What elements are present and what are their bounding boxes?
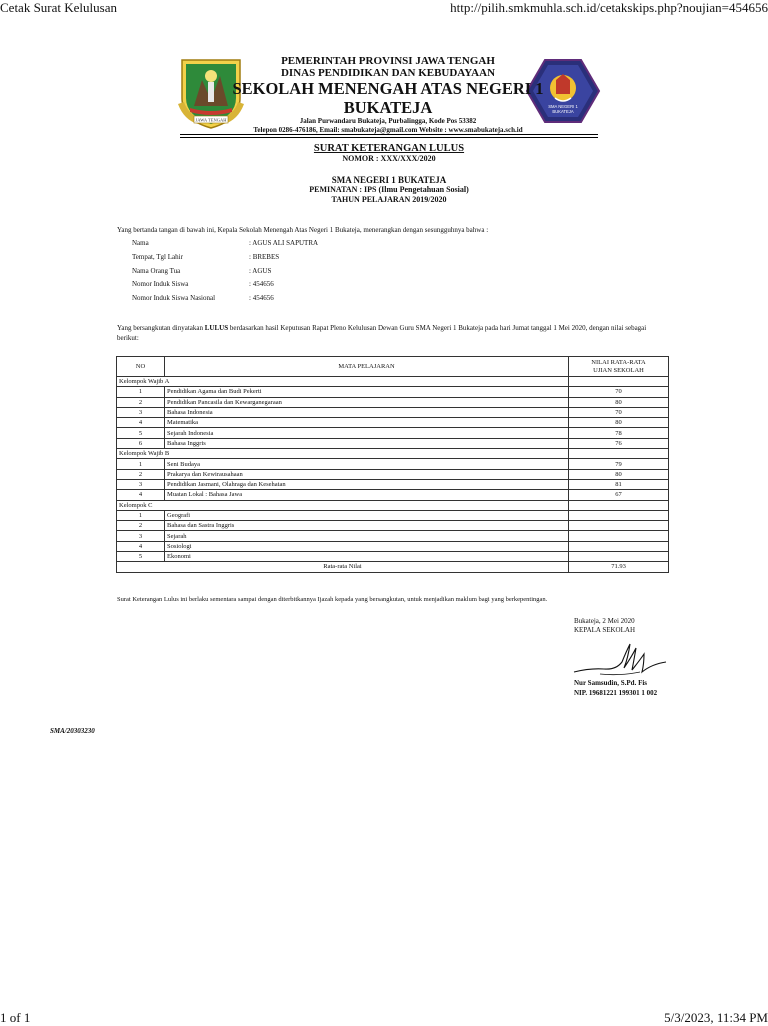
identity-value: : BREBES: [249, 252, 280, 261]
table-row: [117, 552, 669, 562]
intro-text: Yang bertanda tangan di bawah ini, Kepala Sekolah Menengah Atas Negeri 1 Bukateja, menerangkan dengan sesungguhnya bahwa :: [117, 226, 489, 234]
signer-name: Nur Samsudin, S.Pd. Fis: [574, 679, 648, 687]
document-title-block: [180, 143, 598, 163]
crest-text-bottom: BUKATEJA: [552, 109, 574, 114]
place-date: Bukateja, 2 Mei 2020: [574, 617, 635, 625]
print-page-title: Cetak Surat Kelulusan: [0, 0, 117, 15]
subject-name: Bahasa Inggris: [165, 438, 569, 448]
group-row: [117, 377, 669, 387]
letterhead-address: Jalan Purwandaru Bukateja, Purbalingga, Kode Pos 53382: [299, 117, 477, 125]
identity-value: : 454656: [249, 294, 274, 303]
letterhead-school-name-2: BUKATEJA: [343, 98, 433, 117]
subject-no: 4: [117, 418, 165, 428]
signature-block: [574, 617, 635, 635]
grades-header-row: [117, 357, 669, 377]
letterhead-department: DINAS PENDIDIKAN DAN KEBUDAYAAN: [280, 67, 496, 79]
letterhead: [178, 53, 598, 135]
subject-name: Bahasa dan Sastra Inggris: [165, 521, 569, 531]
graduation-statement: [117, 323, 657, 343]
identity-row: [132, 267, 318, 281]
subject-name: Sosiologi: [165, 541, 569, 551]
table-row: [117, 418, 669, 428]
letterhead-government: PEMERINTAH PROVINSI JAWA TENGAH: [281, 55, 495, 67]
table-row: [117, 510, 669, 520]
subject-name: Bahasa Indonesia: [165, 407, 569, 417]
identity-label: Tempat, Tgl Lahir: [132, 252, 183, 261]
subject-no: 1: [117, 510, 165, 520]
table-row: [117, 521, 669, 531]
subject-no: 2: [117, 469, 165, 479]
identity-table: [132, 239, 318, 308]
header-score-line2: UJIAN SEKOLAH: [593, 366, 644, 374]
subject-no: 5: [117, 552, 165, 562]
subject-name: Sejarah: [165, 531, 569, 541]
identity-row: [132, 280, 318, 294]
group-name: Kelompok Wajib B: [117, 449, 569, 459]
table-row: [117, 459, 669, 469]
table-row: [117, 469, 669, 479]
identity-row: [132, 239, 318, 253]
table-row: [117, 438, 669, 448]
table-row: [117, 397, 669, 407]
subject-no: 4: [117, 541, 165, 551]
table-row: [117, 387, 669, 397]
average-row: [117, 562, 669, 572]
table-row: [117, 479, 669, 489]
subject-name: Geografi: [165, 510, 569, 520]
subject-score: 70: [569, 407, 669, 417]
subject-no: 3: [117, 531, 165, 541]
subject-name: Muatan Lokal : Bahasa Jawa: [165, 490, 569, 500]
identity-label: Nomor Induk Siswa Nasional: [132, 294, 216, 303]
header-score: [569, 357, 669, 377]
subject-name: Sejarah Indonesia: [165, 428, 569, 438]
crest-text-top: SMA NEGERI 1: [548, 104, 578, 109]
document-title: SURAT KETERANGAN LULUS: [313, 143, 465, 154]
print-page-count: 1 of 1: [0, 1010, 31, 1025]
identity-label: Nama: [132, 239, 149, 247]
table-row: [117, 531, 669, 541]
identity-label: Nama Orang Tua: [132, 266, 181, 275]
letterhead-divider: [180, 134, 598, 135]
subject-name: Pendidikan Agama dan Budi Pekerti: [165, 387, 569, 397]
average-value: 71.93: [569, 562, 669, 572]
identity-value: : AGUS ALI SAPUTRA: [249, 239, 319, 247]
subject-no: 4: [117, 490, 165, 500]
subject-no: 5: [117, 428, 165, 438]
subject-score: 67: [569, 490, 669, 500]
group-row: [117, 449, 669, 459]
handwritten-signature: [570, 638, 670, 680]
subject-score: 80: [569, 418, 669, 428]
subject-score: 80: [569, 397, 669, 407]
document-number: NOMOR : XXX/XXX/2020: [342, 154, 436, 163]
group-name: Kelompok Wajib A: [117, 377, 569, 387]
subject-score: [569, 521, 669, 531]
table-row: [117, 428, 669, 438]
document-subtitle-block: [180, 175, 598, 205]
letterhead-school-name: SEKOLAH MENENGAH ATAS NEGERI 1: [232, 79, 544, 98]
subject-name: Seni Budaya: [165, 459, 569, 469]
subject-name: Ekonomi: [165, 552, 569, 562]
subject-no: 3: [117, 479, 165, 489]
print-url: http://pilih.smkmuhla.sch.id/cetakskips.php?noujian=454656: [450, 0, 768, 15]
letterhead-contact: Telepon 0286-476186, Email: smabukateja@gmail.com Website : www.smabukateja.sch.id: [253, 126, 523, 134]
subject-no: 3: [117, 407, 165, 417]
header-no: NO: [117, 357, 165, 377]
subject-name: Pendidikan Jasmani, Olahraga dan Kesehatan: [165, 479, 569, 489]
group-score-cell: [569, 500, 669, 510]
group-score-cell: [569, 377, 669, 387]
subject-name: Prakarya dan Kewirausahaan: [165, 469, 569, 479]
letterhead-divider-2: [180, 137, 598, 138]
signer-details: [574, 678, 657, 698]
subject-no: 1: [117, 387, 165, 397]
subject-score: [569, 531, 669, 541]
subject-score: [569, 510, 669, 520]
grades-table: [116, 356, 669, 573]
subject-no: 2: [117, 397, 165, 407]
group-name: Kelompok C: [117, 500, 569, 510]
subject-name: Matematika: [165, 418, 569, 428]
document-academic-year: TAHUN PELAJARAN 2019/2020: [331, 195, 447, 204]
average-label: Rata-rata Nilai: [117, 562, 569, 572]
group-score-cell: [569, 449, 669, 459]
subject-score: 76: [569, 438, 669, 448]
print-datetime: 5/3/2023, 11:34 PM: [664, 1010, 768, 1025]
subject-score: 70: [569, 387, 669, 397]
subject-name: Pendidikan Pancasila dan Kewarganegaraan: [165, 397, 569, 407]
subject-score: 81: [569, 479, 669, 489]
grades-body: [117, 377, 669, 573]
signer-position: KEPALA SEKOLAH: [574, 626, 635, 634]
identity-value: : AGUS: [249, 266, 272, 275]
subject-score: [569, 541, 669, 551]
subject-score: 80: [569, 469, 669, 479]
header-subject: MATA PELAJARAN: [165, 357, 569, 377]
table-row: [117, 407, 669, 417]
statement-status: LULUS: [204, 324, 229, 332]
subject-no: 6: [117, 438, 165, 448]
emblem-ribbon-text: JAWA TENGAH: [195, 117, 227, 123]
table-row: [117, 541, 669, 551]
table-row: [117, 490, 669, 500]
signer-nip: NIP. 19681221 199301 1 002: [574, 689, 658, 697]
document-peminatan: PEMINATAN : IPS (Ilmu Pengetahuan Sosial): [309, 185, 469, 194]
validity-note: Surat Keterangan Lulus ini berlaku sementara sampai dengan diterbitkannya Ijazah kepada yang bersangkutan, untuk menjadikan maklum bagi yang berkepentingan.: [117, 596, 548, 603]
statement-post: berdasarkan hasil Keputusan Rapat Pleno Kelulusan Dewan Guru SMA Negeri 1 Bukateja pada hari Jumat tanggal 1 Mei 2020, dengan nilai sebagai berikut:: [117, 324, 647, 342]
identity-row: [132, 253, 318, 267]
document-school: SMA NEGERI 1 BUKATEJA: [331, 175, 447, 185]
subject-score: 79: [569, 459, 669, 469]
document-code: SMA/20303230: [50, 727, 95, 735]
group-row: [117, 500, 669, 510]
subject-score: 78: [569, 428, 669, 438]
identity-value: : 454656: [249, 280, 274, 289]
identity-row: [132, 294, 318, 308]
header-score-line1: NILAI RATA-RATA: [591, 358, 646, 366]
subject-no: 1: [117, 459, 165, 469]
statement-pre: Yang bersangkutan dinyatakan: [117, 324, 205, 332]
identity-label: Nomor Induk Siswa: [132, 280, 189, 289]
subject-no: 2: [117, 521, 165, 531]
subject-score: [569, 552, 669, 562]
